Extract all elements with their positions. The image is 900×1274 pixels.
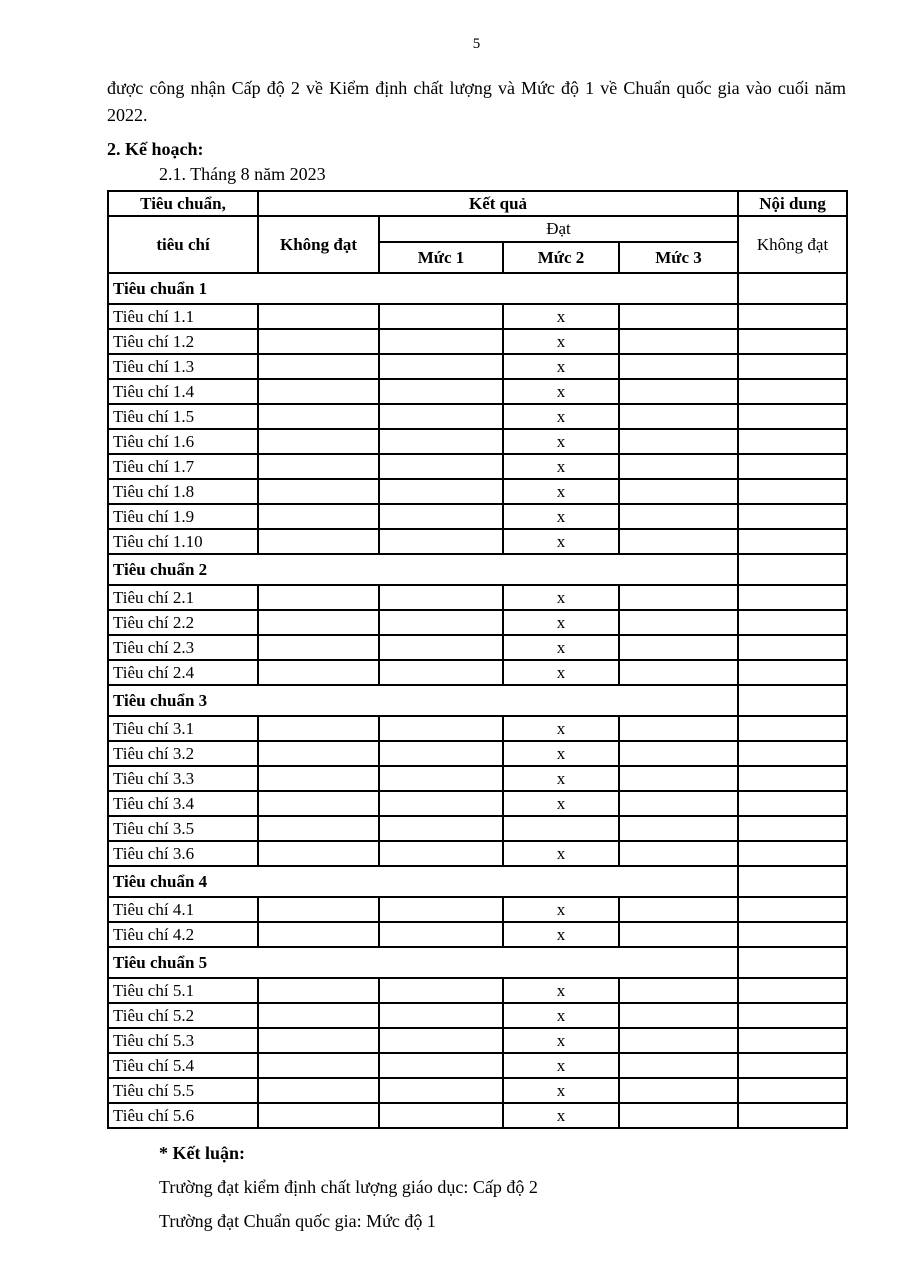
mark-cell-muc-1	[379, 304, 503, 329]
mark-cell-muc-3	[619, 841, 738, 866]
mark-cell-noi-dung-khong-dat	[738, 304, 847, 329]
criterion-label: Tiêu chí 1.2	[108, 329, 258, 354]
mark-cell-khong-dat	[258, 1003, 379, 1028]
criterion-label: Tiêu chí 4.2	[108, 922, 258, 947]
mark-cell-muc-1	[379, 354, 503, 379]
header-noi-dung-khong-dat: Không đạt	[738, 216, 847, 273]
criterion-row	[108, 1053, 847, 1078]
mark-cell-muc-3	[619, 660, 738, 685]
mark-cell-khong-dat	[258, 766, 379, 791]
section-title: Tiêu chuẩn 1	[108, 273, 738, 304]
mark-cell-noi-dung-khong-dat	[738, 816, 847, 841]
mark-cell-muc-3	[619, 766, 738, 791]
mark-cell-noi-dung-khong-dat	[738, 1053, 847, 1078]
criterion-label: Tiêu chí 5.4	[108, 1053, 258, 1078]
criterion-label: Tiêu chí 1.10	[108, 529, 258, 554]
mark-cell-khong-dat	[258, 1078, 379, 1103]
conclusion-block	[107, 1143, 846, 1232]
mark-cell-muc-1	[379, 791, 503, 816]
mark-cell-muc-3	[619, 1078, 738, 1103]
conclusion-line-national: Trường đạt Chuẩn quốc gia: Mức độ 1	[159, 1211, 436, 1231]
mark-cell-muc-1	[379, 978, 503, 1003]
mark-cell-muc-1	[379, 741, 503, 766]
criterion-row	[108, 354, 847, 379]
mark-cell-noi-dung-khong-dat	[738, 1003, 847, 1028]
header-khong-dat: Không đạt	[258, 216, 379, 273]
mark-cell-muc-1	[379, 1103, 503, 1128]
mark-cell-muc-1	[379, 816, 503, 841]
mark-cell-muc-2: x	[503, 741, 619, 766]
mark-cell-khong-dat	[258, 354, 379, 379]
mark-cell-noi-dung-khong-dat	[738, 791, 847, 816]
mark-cell-noi-dung-khong-dat	[738, 660, 847, 685]
mark-cell-noi-dung-khong-dat	[738, 329, 847, 354]
mark-cell-noi-dung-khong-dat	[738, 635, 847, 660]
criterion-row	[108, 1003, 847, 1028]
mark-cell-muc-3	[619, 716, 738, 741]
mark-cell-muc-3	[619, 429, 738, 454]
mark-cell-muc-2: x	[503, 429, 619, 454]
mark-cell-khong-dat	[258, 978, 379, 1003]
mark-cell-muc-1	[379, 897, 503, 922]
mark-cell-muc-1	[379, 379, 503, 404]
mark-cell-khong-dat	[258, 635, 379, 660]
mark-cell-noi-dung-khong-dat	[738, 354, 847, 379]
mark-cell-khong-dat	[258, 741, 379, 766]
mark-cell-khong-dat	[258, 660, 379, 685]
mark-cell-muc-2: x	[503, 1103, 619, 1128]
mark-cell-khong-dat	[258, 1103, 379, 1128]
mark-cell-noi-dung-khong-dat	[738, 766, 847, 791]
conclusion-heading: * Kết luận:	[159, 1143, 246, 1163]
mark-cell-muc-3	[619, 922, 738, 947]
mark-cell-khong-dat	[258, 610, 379, 635]
mark-cell-khong-dat	[258, 504, 379, 529]
criterion-row	[108, 479, 847, 504]
criterion-row	[108, 429, 847, 454]
section-title: Tiêu chuẩn 2	[108, 554, 738, 585]
mark-cell-muc-3	[619, 1053, 738, 1078]
section-title: Tiêu chuẩn 3	[108, 685, 738, 716]
mark-cell-muc-1	[379, 454, 503, 479]
header-row-2	[108, 216, 847, 242]
mark-cell-muc-2	[503, 816, 619, 841]
mark-cell-muc-2: x	[503, 585, 619, 610]
criterion-label: Tiêu chí 5.6	[108, 1103, 258, 1128]
criterion-label: Tiêu chí 3.3	[108, 766, 258, 791]
header-tieu-chuan: Tiêu chuẩn,	[108, 191, 258, 216]
mark-cell-noi-dung-khong-dat	[738, 504, 847, 529]
mark-cell-muc-2: x	[503, 922, 619, 947]
mark-cell-noi-dung-khong-dat	[738, 479, 847, 504]
criterion-row	[108, 404, 847, 429]
section-row	[108, 273, 847, 304]
mark-cell-khong-dat	[258, 479, 379, 504]
page-number: 5	[472, 36, 481, 52]
mark-cell-muc-3	[619, 897, 738, 922]
criterion-label: Tiêu chí 1.7	[108, 454, 258, 479]
criterion-row	[108, 1103, 847, 1128]
header-muc-1: Mức 1	[379, 242, 503, 273]
mark-cell-muc-3	[619, 635, 738, 660]
criterion-label: Tiêu chí 3.1	[108, 716, 258, 741]
mark-cell-muc-3	[619, 354, 738, 379]
conclusion-line-quality: Trường đạt kiểm định chất lượng giáo dục: Cấp độ 2	[159, 1177, 538, 1197]
criterion-row	[108, 529, 847, 554]
mark-cell-muc-2: x	[503, 635, 619, 660]
header-noi-dung: Nội dung	[738, 191, 847, 216]
mark-cell-muc-1	[379, 1078, 503, 1103]
mark-cell-noi-dung-khong-dat	[738, 897, 847, 922]
criterion-row	[108, 741, 847, 766]
mark-cell-khong-dat	[258, 429, 379, 454]
mark-cell-muc-3	[619, 1028, 738, 1053]
mark-cell-muc-3	[619, 379, 738, 404]
mark-cell-muc-3	[619, 791, 738, 816]
criterion-label: Tiêu chí 3.2	[108, 741, 258, 766]
mark-cell-noi-dung-khong-dat	[738, 454, 847, 479]
criterion-label: Tiêu chí 1.9	[108, 504, 258, 529]
criteria-table	[107, 190, 848, 1129]
criterion-label: Tiêu chí 1.6	[108, 429, 258, 454]
mark-cell-khong-dat	[258, 1053, 379, 1078]
criterion-row	[108, 585, 847, 610]
mark-cell-muc-1	[379, 660, 503, 685]
section-title: Tiêu chuẩn 5	[108, 947, 738, 978]
criterion-row	[108, 816, 847, 841]
mark-cell-muc-2: x	[503, 897, 619, 922]
criteria-table-body	[108, 273, 847, 1128]
criterion-row	[108, 504, 847, 529]
mark-cell-muc-2: x	[503, 304, 619, 329]
mark-cell-muc-2: x	[503, 610, 619, 635]
mark-cell-muc-2: x	[503, 841, 619, 866]
criterion-label: Tiêu chí 2.4	[108, 660, 258, 685]
header-tieu-chi: tiêu chí	[108, 216, 258, 273]
mark-cell-muc-3	[619, 1003, 738, 1028]
section-row	[108, 685, 847, 716]
mark-cell-noi-dung-khong-dat	[738, 922, 847, 947]
criterion-row	[108, 379, 847, 404]
mark-cell-noi-dung-khong-dat	[738, 529, 847, 554]
criterion-label: Tiêu chí 3.5	[108, 816, 258, 841]
header-dat: Đạt	[379, 216, 738, 242]
mark-cell-muc-1	[379, 922, 503, 947]
mark-cell-muc-1	[379, 635, 503, 660]
mark-cell-khong-dat	[258, 304, 379, 329]
subsection-heading: 2.1. Tháng 8 năm 2023	[159, 164, 326, 184]
mark-cell-khong-dat	[258, 329, 379, 354]
header-ket-qua: Kết quả	[258, 191, 738, 216]
mark-cell-muc-3	[619, 479, 738, 504]
header-muc-2: Mức 2	[503, 242, 619, 273]
mark-cell-khong-dat	[258, 716, 379, 741]
section-row	[108, 866, 847, 897]
mark-cell-muc-2: x	[503, 529, 619, 554]
criterion-label: Tiêu chí 1.8	[108, 479, 258, 504]
mark-cell-muc-1	[379, 504, 503, 529]
criterion-label: Tiêu chí 1.1	[108, 304, 258, 329]
criterion-row	[108, 1078, 847, 1103]
header-muc-3: Mức 3	[619, 242, 738, 273]
criterion-row	[108, 766, 847, 791]
mark-cell-muc-3	[619, 978, 738, 1003]
mark-cell-muc-1	[379, 529, 503, 554]
mark-cell-noi-dung-khong-dat	[738, 429, 847, 454]
criterion-label: Tiêu chí 2.2	[108, 610, 258, 635]
section-row	[108, 947, 847, 978]
mark-cell-muc-1	[379, 1028, 503, 1053]
mark-cell-noi-dung-khong-dat	[738, 273, 847, 304]
criterion-row	[108, 660, 847, 685]
mark-cell-muc-1	[379, 585, 503, 610]
header-row-1	[108, 191, 847, 216]
mark-cell-muc-1	[379, 1003, 503, 1028]
mark-cell-khong-dat	[258, 585, 379, 610]
mark-cell-khong-dat	[258, 922, 379, 947]
criterion-row	[108, 454, 847, 479]
mark-cell-muc-3	[619, 610, 738, 635]
criterion-row	[108, 897, 847, 922]
mark-cell-muc-2: x	[503, 978, 619, 1003]
mark-cell-muc-2: x	[503, 660, 619, 685]
criterion-label: Tiêu chí 1.4	[108, 379, 258, 404]
mark-cell-muc-1	[379, 841, 503, 866]
criterion-row	[108, 716, 847, 741]
mark-cell-khong-dat	[258, 841, 379, 866]
mark-cell-muc-2: x	[503, 1028, 619, 1053]
criterion-row	[108, 610, 847, 635]
section-title: Tiêu chuẩn 4	[108, 866, 738, 897]
mark-cell-muc-3	[619, 529, 738, 554]
criterion-row	[108, 922, 847, 947]
criterion-row	[108, 304, 847, 329]
mark-cell-muc-2: x	[503, 404, 619, 429]
mark-cell-noi-dung-khong-dat	[738, 554, 847, 585]
intro-paragraph: được công nhận Cấp độ 2 về Kiểm định chất lượng và Mức độ 1 về Chuẩn quốc gia vào cuối năm 2022.	[107, 78, 846, 125]
mark-cell-muc-3	[619, 585, 738, 610]
mark-cell-muc-2: x	[503, 454, 619, 479]
criterion-label: Tiêu chí 5.2	[108, 1003, 258, 1028]
mark-cell-khong-dat	[258, 404, 379, 429]
mark-cell-khong-dat	[258, 454, 379, 479]
mark-cell-muc-3	[619, 454, 738, 479]
mark-cell-noi-dung-khong-dat	[738, 1028, 847, 1053]
mark-cell-muc-2: x	[503, 354, 619, 379]
mark-cell-muc-1	[379, 716, 503, 741]
mark-cell-muc-2: x	[503, 1078, 619, 1103]
mark-cell-muc-2: x	[503, 716, 619, 741]
mark-cell-muc-2: x	[503, 479, 619, 504]
criterion-label: Tiêu chí 5.5	[108, 1078, 258, 1103]
mark-cell-khong-dat	[258, 529, 379, 554]
criterion-row	[108, 978, 847, 1003]
mark-cell-noi-dung-khong-dat	[738, 978, 847, 1003]
criterion-label: Tiêu chí 2.3	[108, 635, 258, 660]
mark-cell-muc-3	[619, 504, 738, 529]
mark-cell-muc-2: x	[503, 379, 619, 404]
mark-cell-muc-3	[619, 304, 738, 329]
criterion-row	[108, 841, 847, 866]
mark-cell-muc-3	[619, 329, 738, 354]
criterion-label: Tiêu chí 4.1	[108, 897, 258, 922]
mark-cell-muc-2: x	[503, 1053, 619, 1078]
mark-cell-noi-dung-khong-dat	[738, 379, 847, 404]
mark-cell-muc-3	[619, 404, 738, 429]
mark-cell-noi-dung-khong-dat	[738, 841, 847, 866]
mark-cell-muc-2: x	[503, 1003, 619, 1028]
criterion-row	[108, 635, 847, 660]
criterion-row	[108, 1028, 847, 1053]
mark-cell-khong-dat	[258, 791, 379, 816]
mark-cell-noi-dung-khong-dat	[738, 716, 847, 741]
criterion-label: Tiêu chí 3.4	[108, 791, 258, 816]
criterion-row	[108, 329, 847, 354]
section-heading: 2. Kế hoạch:	[107, 139, 204, 159]
mark-cell-khong-dat	[258, 897, 379, 922]
mark-cell-noi-dung-khong-dat	[738, 1103, 847, 1128]
mark-cell-muc-2: x	[503, 766, 619, 791]
mark-cell-noi-dung-khong-dat	[738, 1078, 847, 1103]
mark-cell-noi-dung-khong-dat	[738, 404, 847, 429]
mark-cell-noi-dung-khong-dat	[738, 947, 847, 978]
criterion-label: Tiêu chí 1.5	[108, 404, 258, 429]
mark-cell-muc-1	[379, 329, 503, 354]
criterion-label: Tiêu chí 2.1	[108, 585, 258, 610]
mark-cell-noi-dung-khong-dat	[738, 585, 847, 610]
mark-cell-muc-3	[619, 1103, 738, 1128]
mark-cell-khong-dat	[258, 379, 379, 404]
criterion-label: Tiêu chí 1.3	[108, 354, 258, 379]
mark-cell-muc-1	[379, 479, 503, 504]
mark-cell-muc-1	[379, 1053, 503, 1078]
mark-cell-muc-1	[379, 404, 503, 429]
criteria-table-header	[108, 191, 847, 273]
mark-cell-muc-3	[619, 741, 738, 766]
mark-cell-muc-1	[379, 610, 503, 635]
section-row	[108, 554, 847, 585]
criterion-label: Tiêu chí 3.6	[108, 841, 258, 866]
mark-cell-muc-2: x	[503, 504, 619, 529]
mark-cell-muc-2: x	[503, 791, 619, 816]
mark-cell-noi-dung-khong-dat	[738, 866, 847, 897]
mark-cell-muc-1	[379, 766, 503, 791]
mark-cell-noi-dung-khong-dat	[738, 685, 847, 716]
mark-cell-muc-3	[619, 816, 738, 841]
criterion-row	[108, 791, 847, 816]
criterion-label: Tiêu chí 5.1	[108, 978, 258, 1003]
criterion-label: Tiêu chí 5.3	[108, 1028, 258, 1053]
mark-cell-noi-dung-khong-dat	[738, 610, 847, 635]
mark-cell-khong-dat	[258, 816, 379, 841]
mark-cell-khong-dat	[258, 1028, 379, 1053]
mark-cell-muc-1	[379, 429, 503, 454]
mark-cell-noi-dung-khong-dat	[738, 741, 847, 766]
mark-cell-muc-2: x	[503, 329, 619, 354]
